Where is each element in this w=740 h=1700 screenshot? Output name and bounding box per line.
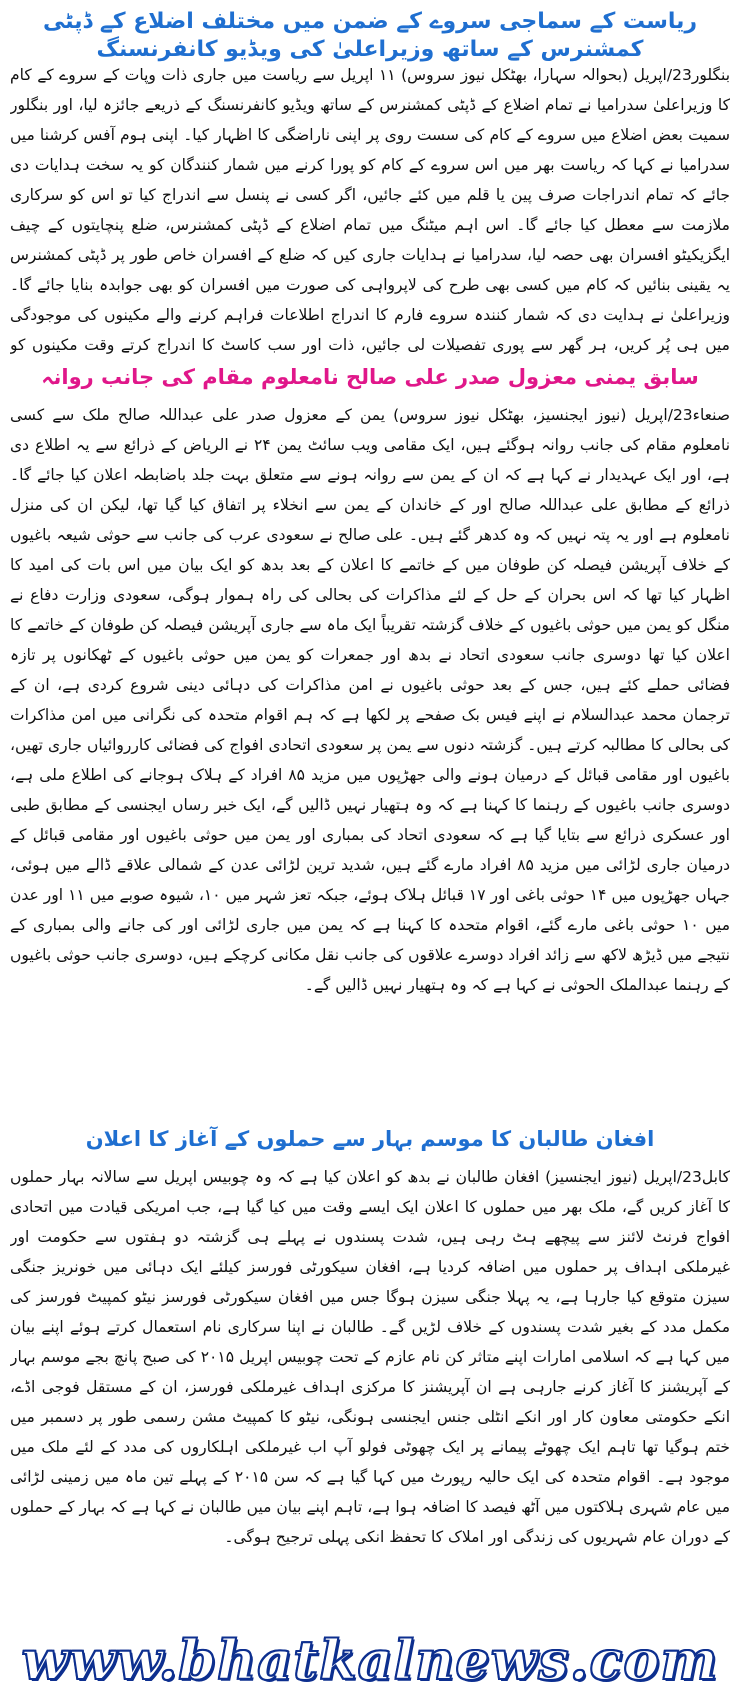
article-yemen xyxy=(10,360,730,1122)
article-body: کابل23/اپریل (نیوز ایجنسیز) افغان طالبان نے بدھ کو اعلان کیا ہے کہ وہ چوبیس اپریل سے سالانہ بہار حملوں کا آغاز کریں گے، ملک بھر میں حملوں کا اعلان ایک ایسے وقت میں کیا گیا ہے، جب امریکی قیادت میں اتحادی افواج فرنٹ لائنز سے پیچھے ہٹ رہی ہیں، شدت پسندوں نے پہلے ہی گزشتہ دو ہفتوں سے حکومت اور غیرملکی اہداف پر حملوں میں اضافہ کردیا ہے، افغان سیکورٹی فورسز کیلئے ایک دہائی میں خونریز جنگی سیزن متوقع کیا جارہا ہے، یہ پہلا جنگی سیزن ہوگا جس میں افغان سیکورٹی فورسز نیٹو کمپیٹ فورسز کی مکمل مدد کے بغیر شدت پسندوں کے خلاف لڑیں گے۔ طالبان نے اپنا سرکاری نام استعمال کرتے ہوئے اپنے بیان میں کہا ہے کہ اسلامی امارات اپنے متاثر کن نام عازم کے تحت چوبیس اپریل ۲۰۱۵ کی صبح پانچ بجے موسم بہار کے آپریشنز کا آغاز کرنے جارہی ہے ان آپریشنز کا مرکزی اہداف غیرملکی فورسز، ان کے مستقل فوجی اڈے، انکے حکومتی معاون کار اور انکے انٹلی جنس ایجنسی ہونگی، نیٹو کا کمپیٹ مشن رسمی طور پر دسمبر میں ختم ہوگیا تھا تاہم ایک چھوٹے پیمانے پر ایک چھوٹی فولو آپ اب غیرملکی اہلکاروں کی مدد کے لئے ملک میں موجود ہے۔ اقوام متحدہ کی ایک حالیہ رپورٹ میں کہا گیا ہے کہ سن ۲۰۱۵ کے پہلے تین ماہ میں زمینی لڑائی میں عام شہری ہلاکتوں میں آٹھ فیصد کا اضافہ ہوا ہے، تاہم اپنے بیان میں طالبان نے کہا ہے کہ بہار کے حملوں کے دوران عام شہریوں کی زندگی اور املاک کا تحفظ انکی پہلی ترجیح ہوگی۔ xyxy=(10,1168,730,1546)
site-watermark[interactable]: www.bhatkalnews.com xyxy=(21,1628,719,1692)
article-taliban xyxy=(10,1122,730,1557)
article-headline: سابق یمنی معزول صدر علی صالح نامعلوم مقام کی جانب روانہ xyxy=(41,365,699,389)
article-headline: ریاست کے سماجی سروے کے ضمن میں مختلف اضلاع کے ڈپٹی کمشنرس کے ساتھ وزیراعلیٰ کی ویڈیو کانفرنسنگ xyxy=(42,9,698,62)
article-body: صنعاء23/اپریل (نیوز ایجنسیز، بھٹکل نیوز سروس) یمن کے معزول صدر علی عبداللہ صالح ملک سے کسی نامعلوم مقام کی جانب روانہ ہوگئے ہیں، ایک مقامی ویب سائٹ یمن ۲۴ نے الریاض کے ذرائع سے یہ اطلاع دی ہے، اور ایک عہدیدار نے کہا ہے کہ ان کے یمن سے روانہ ہونے سے متعلق بہت جلد باضابطہ اعلان کیا جائے گا۔ ذرائع کے مطابق علی عبداللہ صالح اور کے خاندان کے یمن سے انخلاء پر اتفاق کیا گیا تھا، لیکن ان کی منزل نامعلوم ہے اور یہ پتہ نہیں کہ وہ کدھر گئے ہیں۔ علی صالح نے سعودی عرب کی جانب سے حوثی شیعہ باغیوں کے خلاف آپریشن فیصلہ کن طوفان میں کے خاتمے کا اعلان کے بعد بدھ کو ایک بیان میں اس بات کی امید کا اظہار کیا تھا کہ اس بحران کے حل کے لئے مذاکرات کی بحالی کی راہ ہموار ہوگی، سعودی وزارت دفاع نے منگل کو یمن میں حوثی باغیوں کے خلاف گزشتہ تقریباً ایک ماہ سے جاری آپریشن فیصلہ کن طوفان کے خاتمے کا اعلان کیا تھا دوسری جانب سعودی اتحاد نے بدھ اور جمعرات کو یمن میں حوثی باغیوں کے ٹھکانوں پر تازہ فضائی حملے کئے ہیں، جس کے بعد حوثی باغیوں نے امن مذاکرات کی دہائی دینی شروع کردی ہے، ان کے ترجمان محمد عبدالسلام نے اپنے فیس بک صفحے پر لکھا ہے کہ ہم اقوام متحدہ کی نگرانی میں امن مذاکرات کی بحالی کا مطالبہ کرتے ہیں۔ گزشتہ دنوں سے یمن پر سعودی اتحادی افواج کی فضائی کارروائیاں جاری تھیں، باغیوں اور مقامی قبائل کے درمیان ہونے والی جھڑپوں میں مزید ۸۵ افراد کے ہلاک ہوجانے کی اطلاع ملی ہے، دوسری جانب باغیوں کے رہنما کا کہنا ہے کہ وہ ہتھیار نہیں ڈالیں گے، ایک خبر رساں ایجنسی کے مطابق طبی اور عسکری ذرائع سے بتایا گیا ہے کہ سعودی اتحاد کی بمباری اور یمن میں حوثی باغیوں اور مقامی قبائل کے درمیان جاری لڑائی میں مزید ۸۵ افراد مارے گئے ہیں، شدید ترین لڑائی عدن کے شمالی علاقے ڈالے میں ہوئی، جہاں جھڑپوں میں ۱۴ حوثی باغی اور ۱۷ قبائل ہلاک ہوئے، جبکہ تعز شہر میں ۱۰، شیوہ صوبے میں ۱۱ اور عدن میں ۱۰ حوثی باغی مارے گئے، اقوام متحدہ کا کہنا ہے کہ یمن میں جاری لڑائی اور کی جانے والی بمباری کے نتیجے میں ڈیڑھ لاکھ سے زائد افراد دوسرے علاقوں کی جانب نقل مکانی کرچکے ہیں، دوسری جانب حوثی باغیوں کے رہنما عبدالملک الحوثی نے کہا ہے کہ وہ ہتھیار نہیں ڈالیں گے۔ xyxy=(10,406,730,994)
footer-banner xyxy=(0,1620,740,1700)
article-headline: افغان طالبان کا موسم بہار سے حملوں کے آغاز کا اعلان xyxy=(85,1127,655,1151)
article-body: بنگلور23/اپریل (بحوالہ سہارا، بھٹکل نیوز سروس) ۱۱ اپریل سے ریاست میں جاری ذات وپات کے سروے کے کام کا وزیراعلیٰ سدرامیا نے تمام اضلاع کے ڈپٹی کمشنرس کے ساتھ ویڈیو کانفرنسنگ کے ذریعے جائزہ لیا، اور بنگلور سمیت بعض اضلاع میں سروے کے کام کی سست روی پر اپنی ناراضگی کا اظہار کیا۔ اپنی ہوم آفس کرشنا میں سدرامیا نے کہا کہ ریاست بھر میں اس سروے کے کام کو پورا کرنے میں شمار کنندگان کو یہ سخت ہدایات دی جائے کہ تمام اندراجات صرف پین یا قلم میں کئے جائیں، اگر کسی نے پنسل سے اندراج کیا تو اس کو سرکاری ملازمت سے معطل کیا جائے گا۔ اس اہم میٹنگ میں تمام اضلاع کے ڈپٹی کمشنرس، ضلع پنچایتوں کے چیف ایگزیکیٹو افسران بھی حصہ لیا، سدرامیا نے ہدایات جاری کیں کہ ضلع کے افسران خاص طور پر ڈپٹی کمشنرس یہ یقینی بنائیں کہ کام میں کسی بھی طرح کی لاپرواہی کی صورت میں افسران کو بھی جوابدہ بنایا جائے گا۔ وزیراعلیٰ نے ہدایت دی کہ شمار کنندہ سروے فارم کا اندراج اطلاعات فراہم کرنے والے مکینوں کی موجودگی میں ہی پُر کریں، ہر گھر سے پوری تفصیلات لی جائیں، ذات اور سب کاسٹ کا اندراج کرتے وقت مکینوں کو xyxy=(10,66,730,354)
article-survey xyxy=(10,6,730,360)
